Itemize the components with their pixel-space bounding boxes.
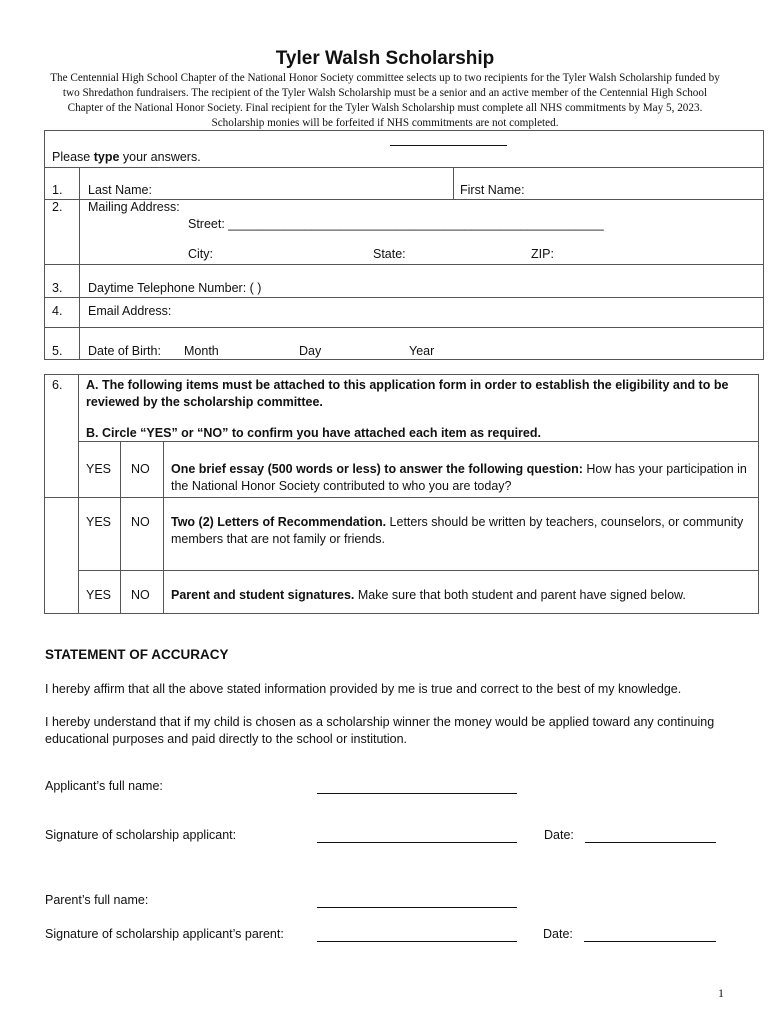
divider <box>163 441 164 613</box>
dob-label: Date of Birth: <box>88 344 161 358</box>
divider <box>45 297 763 298</box>
statement-paragraph: I hereby affirm that all the above stated information provided by me is true and correct to the best of my knowledge. <box>45 682 682 696</box>
divider <box>120 441 121 613</box>
city-field[interactable]: City: <box>188 247 213 261</box>
page-title: Tyler Walsh Scholarship <box>275 48 495 69</box>
no-option[interactable]: NO <box>131 588 150 602</box>
no-option[interactable]: NO <box>131 515 150 529</box>
street-field[interactable]: Street: ______________________________________________________ <box>188 217 604 231</box>
parent-name-line[interactable] <box>317 892 517 908</box>
divider <box>79 167 80 359</box>
page-number: 1 <box>718 986 724 1000</box>
parent-signature-label: Signature of scholarship applicant’s parent: <box>45 927 284 941</box>
divider <box>453 167 454 199</box>
row-number: 3. <box>52 281 63 295</box>
dob-month-field[interactable]: Month <box>184 344 219 358</box>
divider <box>78 375 79 613</box>
row-number: 2. <box>52 200 63 214</box>
phone-field[interactable]: Daytime Telephone Number: ( ) <box>88 281 262 295</box>
row-number: 1. <box>52 183 63 197</box>
instructions: Please type your answers. <box>52 150 201 164</box>
divider <box>78 570 758 571</box>
divider <box>45 497 758 498</box>
first-name-field[interactable]: First Name: <box>460 183 525 197</box>
instruction-a: A. The following items must be attached to this application form in order to establish the eligibility and to be reviewed by the scholarship committee. <box>86 378 729 409</box>
no-option[interactable]: NO <box>131 462 150 476</box>
signatures-item: Parent and student signatures. Make sure that both student and parent have signed below. <box>171 588 686 602</box>
applicant-date-line[interactable] <box>585 827 716 843</box>
applicant-signature-line[interactable] <box>317 827 517 843</box>
essay-item: One brief essay (500 words or less) to answer the following question: How has your participation in the National Honor Society contributed to who you are today? <box>171 462 747 493</box>
email-field[interactable]: Email Address: <box>88 304 172 318</box>
intro-paragraph: The Centennial High School Chapter of the National Honor Society committee selects up to two recipients for the Tyler Walsh Scholarship funded by two Shredathon fundraisers. The recipient of the Tyler Walsh Scholarship must be a senior and an active member of the Centennial High School Chapter of the National Honor Society. Final recipient for the Tyler Walsh Scholarship must complete all NHS commitments by May 5, 2023. Scholarship monies will be forfeited if NHS commitments are not completed. <box>50 72 720 129</box>
row-number: 4. <box>52 304 63 318</box>
divider <box>45 327 763 328</box>
mailing-address-label: Mailing Address: <box>88 200 180 214</box>
date-label: Date: <box>543 927 573 941</box>
dob-year-field[interactable]: Year <box>409 344 435 358</box>
last-name-field[interactable]: Last Name: <box>88 183 152 197</box>
statement-heading: STATEMENT OF ACCURACY <box>45 647 229 662</box>
letters-item: Two (2) Letters of Recommendation. Letters should be written by teachers, counselors, or community members that are not family or friends. <box>171 515 744 546</box>
zip-field[interactable]: ZIP: <box>531 247 554 261</box>
dob-day-field[interactable]: Day <box>299 344 322 358</box>
instruction-b: B. Circle “YES” or “NO” to confirm you have attached each item as required. <box>86 426 541 440</box>
row-number: 6. <box>52 378 63 392</box>
parent-date-line[interactable] <box>584 926 716 942</box>
parent-signature-line[interactable] <box>317 926 517 942</box>
applicant-name-label: Applicant’s full name: <box>45 779 163 793</box>
yes-option[interactable]: YES <box>86 515 112 529</box>
yes-option[interactable]: YES <box>86 462 112 476</box>
attachments-table <box>44 374 759 614</box>
personal-info-table <box>44 130 764 360</box>
parent-name-label: Parent’s full name: <box>45 893 149 907</box>
yes-option[interactable]: YES <box>86 588 112 602</box>
divider <box>45 264 763 265</box>
divider <box>45 167 763 168</box>
applicant-name-line[interactable] <box>317 778 517 794</box>
row-number: 5. <box>52 344 63 358</box>
date-label: Date: <box>544 828 574 842</box>
state-field[interactable]: State: <box>373 247 406 261</box>
statement-paragraph: I hereby understand that if my child is chosen as a scholarship winner the money would be applied toward any continuing educational purposes and paid directly to the school or institution. <box>45 715 715 746</box>
applicant-signature-label: Signature of scholarship applicant: <box>45 828 237 842</box>
